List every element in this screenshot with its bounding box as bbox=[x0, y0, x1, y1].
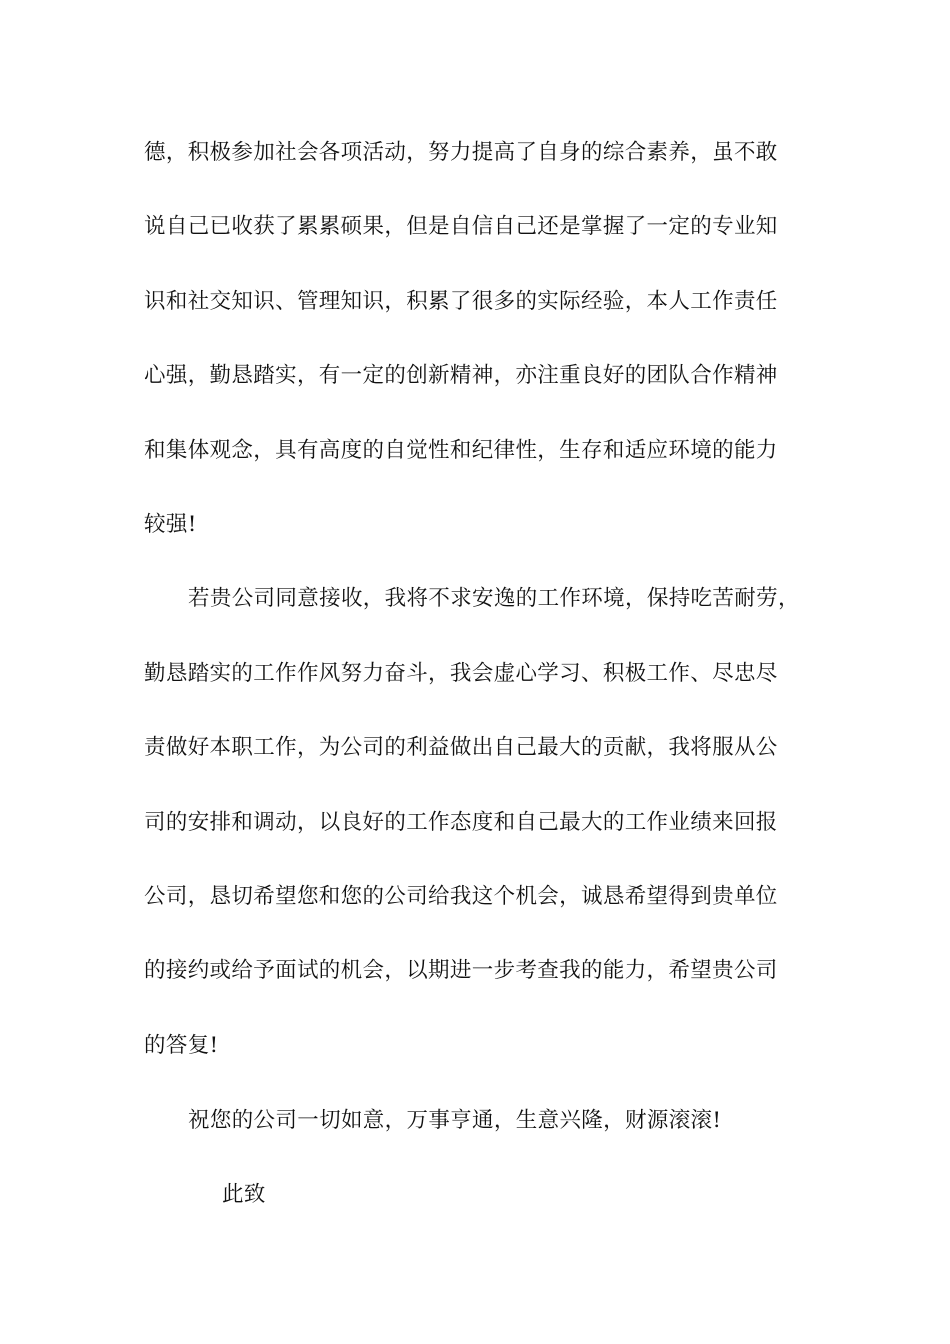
paragraph-2-line-5: 公司，恳切希望您和您的公司给我这个机会，诚恳希望得到贵单位 bbox=[144, 884, 778, 909]
paragraph-1-line-2: 说自己已收获了累累硕果，但是自信自己还是掌握了一定的专业知 bbox=[144, 214, 778, 239]
closing-salutation: 此致 bbox=[222, 1182, 266, 1207]
paragraph-1-line-1: 德，积极参加社会各项活动，努力提高了自身的综合素养，虽不敢 bbox=[144, 140, 778, 165]
paragraph-1-line-4: 心强，勤恳踏实，有一定的创新精神，亦注重良好的团队合作精神 bbox=[144, 363, 778, 388]
paragraph-1-line-6: 较强! bbox=[144, 512, 197, 537]
paragraph-2-line-6: 的接约或给予面试的机会，以期进一步考查我的能力，希望贵公司 bbox=[144, 958, 778, 983]
paragraph-1-line-3: 识和社交知识、管理知识，积累了很多的实际经验，本人工作责任 bbox=[144, 289, 778, 314]
paragraph-2-line-7: 的答复! bbox=[144, 1033, 219, 1058]
paragraph-2-line-3: 责做好本职工作，为公司的利益做出自己最大的贡献，我将服从公 bbox=[144, 735, 778, 760]
paragraph-2-line-4: 司的安排和调动，以良好的工作态度和自己最大的工作业绩来回报 bbox=[144, 810, 778, 835]
paragraph-2-line-1: 若贵公司同意接收，我将不求安逸的工作环境，保持吃苦耐劳， bbox=[188, 586, 800, 611]
paragraph-1-line-5: 和集体观念，具有高度的自觉性和纪律性，生存和适应环境的能力 bbox=[144, 438, 778, 463]
paragraph-3: 祝您的公司一切如意，万事亨通，生意兴隆，财源滚滚! bbox=[188, 1108, 722, 1133]
paragraph-2-line-2: 勤恳踏实的工作作风努力奋斗，我会虚心学习、积极工作、尽忠尽 bbox=[144, 661, 778, 686]
